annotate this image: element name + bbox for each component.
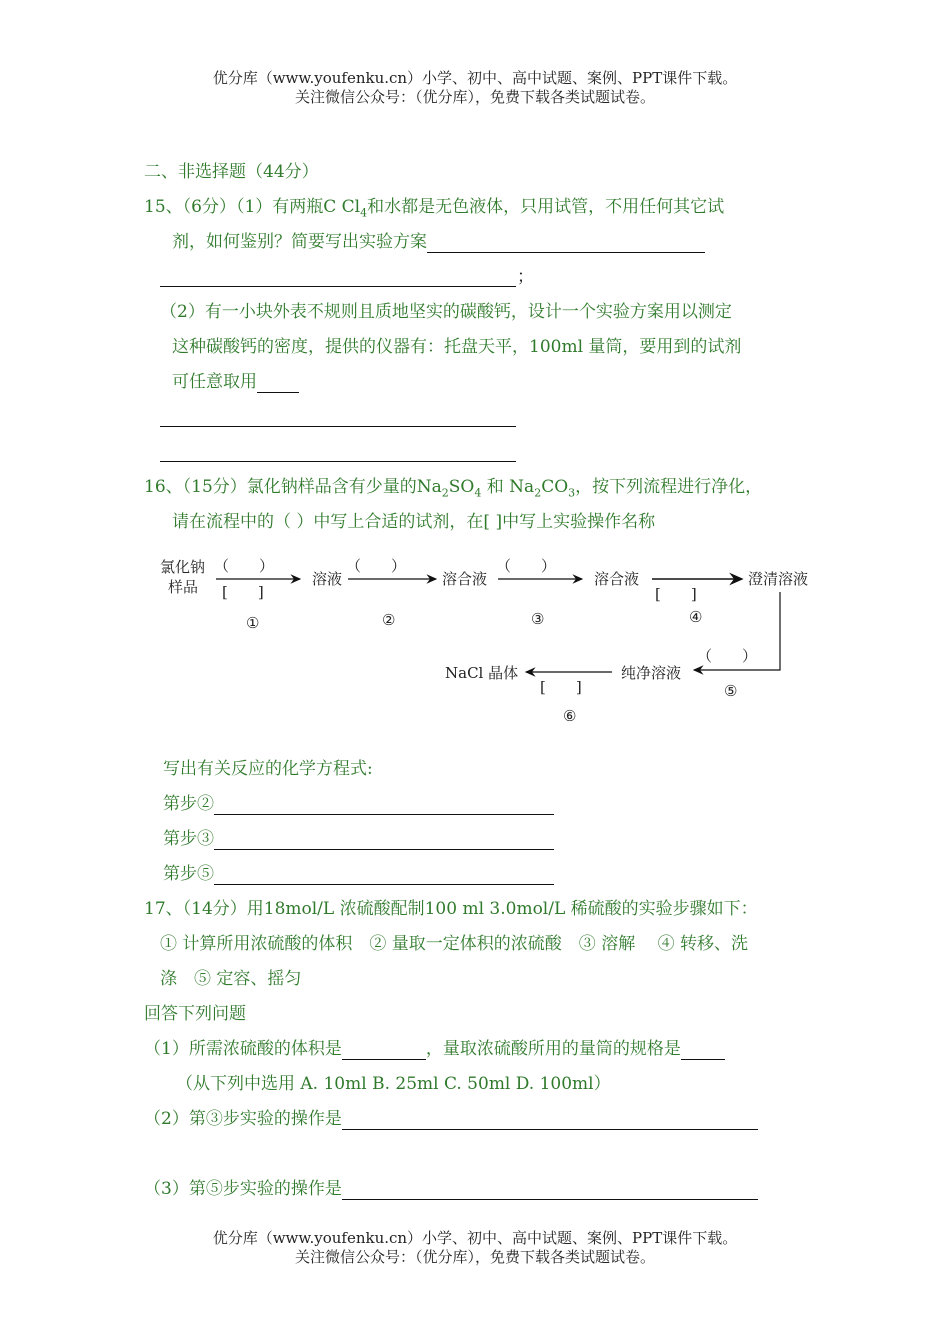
step-label-1: ① [246, 614, 260, 632]
answer-blank[interactable] [214, 831, 554, 850]
flow-node-pure-solution: 纯净溶液 [621, 664, 682, 682]
answer-blank[interactable] [214, 866, 554, 885]
q17-line-1: 17、（14分）用18mol/L 浓硫酸配制100 ml 3.0mol/L 稀硫酸的实验步骤如下： [144, 899, 758, 919]
q15-part2-line-2: 这种碳酸钙的密度，提供的仪器有：托盘天平，100ml 量筒，要用到的试剂 [172, 337, 742, 357]
header-line-2: 关注微信公众号：（优分库），免费下载各类试题试卷。 [294, 88, 655, 106]
q16-line-1: 16、（15分）氯化钠样品含有少量的$Na_2SO_4$ 和 $Na_2CO_3$，按下列流程进行净化， [144, 477, 763, 500]
flow-node-mixed-solution-1: 溶合液 [442, 570, 488, 588]
step-label-3: ③ [531, 610, 545, 628]
q15-semicolon: ； [517, 267, 534, 287]
equation-step-5: 第步⑤ [163, 863, 554, 885]
flow-node-mixed-solution-2: 溶合液 [594, 570, 640, 588]
q17-steps-line-2: 涤 ⑤ 定容、摇匀 [160, 969, 302, 989]
flow-start-line-2: 样品 [168, 578, 199, 596]
reagent-slot-1[interactable]: （ ） [214, 557, 275, 575]
step-label-4: ④ [689, 608, 703, 626]
q16-line-2: 请在流程中的（ ）中写上合适的试剂，在[ ]中写上实验操作名称 [172, 512, 656, 532]
operation-slot-1[interactable]: [ ] [222, 583, 264, 601]
step-label-2: ② [382, 611, 396, 629]
answer-blank[interactable] [214, 796, 554, 815]
flow-node-clear-solution: 澄清溶液 [748, 570, 809, 588]
operation-slot-4[interactable]: [ ] [655, 585, 697, 603]
answer-blank[interactable] [342, 1041, 426, 1060]
equation-step-3: 第步③ [163, 828, 554, 850]
answer-blank[interactable] [342, 1181, 758, 1200]
q17-part-1: （1）所需浓硫酸的体积是 ，量取浓硫酸所用的量筒的规格是 [144, 1038, 725, 1060]
reagent-slot-2[interactable]: （ ） [346, 557, 407, 575]
equation-step-2: 第步② [163, 793, 554, 815]
header-line-1: 优分库（www.youfenku.cn）小学、初中、高中试题、案例、PPT课件下载。 [212, 69, 738, 87]
footer-line-1: 优分库（www.youfenku.cn）小学、初中、高中试题、案例、PPT课件下载。 [212, 1229, 738, 1247]
operation-slot-6[interactable]: [ ] [540, 678, 582, 696]
q17-prompt: 回答下列问题 [144, 1004, 246, 1024]
q17-part-1-options: （从下列中选用 A. 10ml B. 25ml C. 50ml D. 100ml） [176, 1074, 611, 1094]
reagent-slot-5[interactable]: （ ） [697, 647, 758, 665]
answer-blank[interactable] [342, 1111, 758, 1130]
flow-start-line-1: 氯化钠 [160, 558, 206, 576]
step-label-5: ⑤ [724, 682, 738, 700]
q17-part-3: （3）第⑤步实验的操作是 [144, 1178, 758, 1200]
footer-line-2: 关注微信公众号：（优分库），免费下载各类试题试卷。 [294, 1248, 655, 1266]
step-label-6: ⑥ [563, 707, 577, 725]
flow-node-nacl-crystal: NaCl 晶体 [445, 664, 519, 682]
q15-part2-line-1: （2）有一小块外表不规则且质地坚实的碳酸钙，设计一个实验方案用以测定 [160, 302, 732, 322]
reagent-slot-3[interactable]: （ ） [496, 557, 557, 575]
q15-line-2: 剂，如何鉴别？简要写出实验方案 [172, 231, 705, 253]
q17-part-2: （2）第③步实验的操作是 [144, 1108, 758, 1130]
flow-node-solution: 溶液 [312, 570, 343, 588]
section-title: 二、非选择题（44分） [144, 162, 319, 182]
q15-line-1: 15、（6分）（1）有两瓶C $Cl_4$和水都是无色液体，只用试管，不用任何其它试 [144, 197, 725, 220]
answer-blank[interactable] [681, 1041, 725, 1060]
equations-intro: 写出有关反应的化学方程式: [163, 759, 373, 779]
q15-part2-line-3: 可任意取用 [172, 371, 299, 393]
q17-steps-line-1: ① 计算所用浓硫酸的体积 ② 量取一定体积的浓硫酸 ③ 溶解 ④ 转移、洗 [160, 934, 749, 954]
